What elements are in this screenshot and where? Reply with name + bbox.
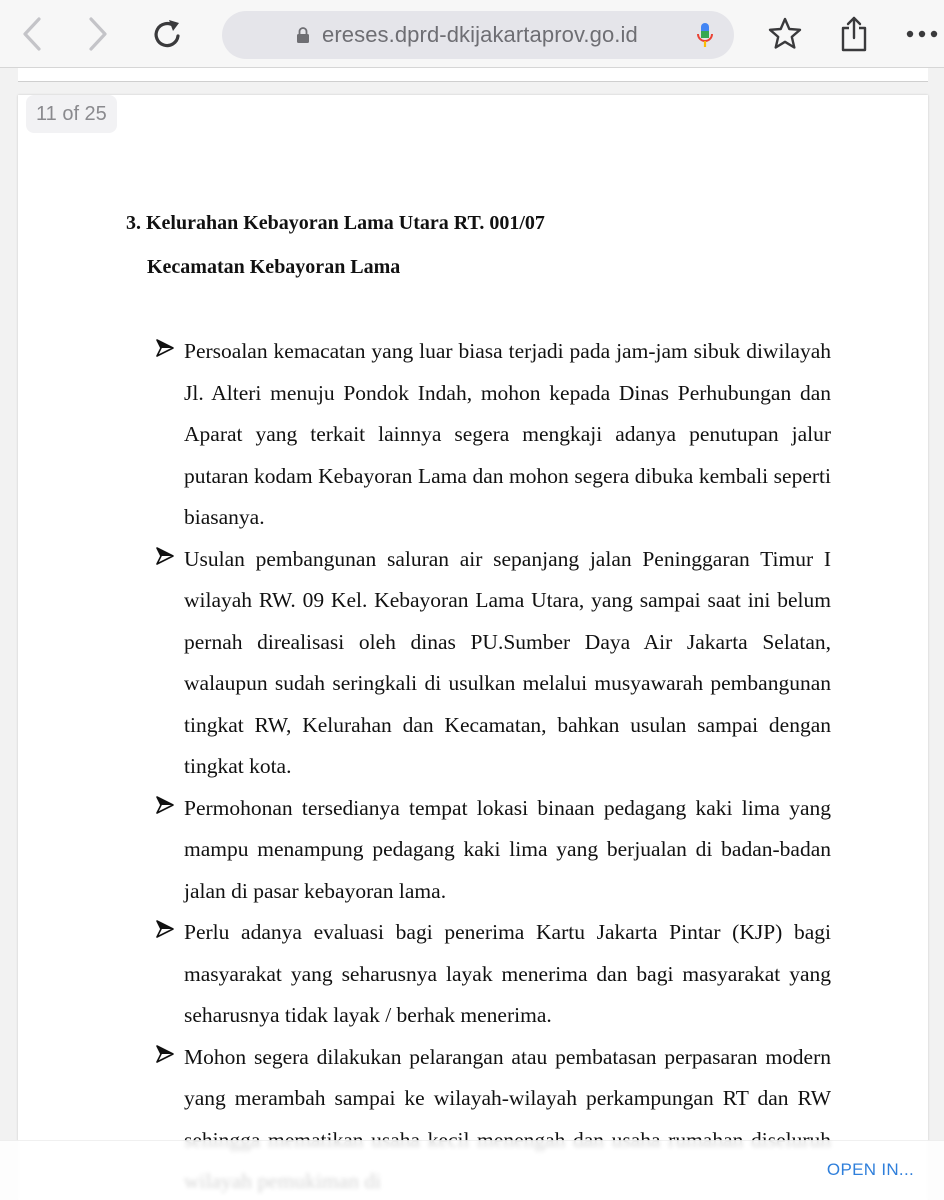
back-button[interactable] — [12, 14, 52, 54]
list-item-text: Usulan pembangunan saluran air sepanjang jalan Peninggaran Timur I wilayah RW. 09 Kel. Kebayoran Lama Utara, yang sampai saat ini belum pernah direalisasi oleh dinas PU.Sumber Daya Air Jakarta Selatan, walaupun sudah seringkali di usulkan melalui musyawarah pembangunan tingkat RW, Kelurahan dan Kecamatan, bahkan usulan sampai dengan tingkat kota. — [184, 546, 831, 778]
list-item-text: Perlu adanya evaluasi bagi penerima Kartu Jakarta Pintar (KJP) bagi masyarakat yang seharusnya layak menerima dan bagi masyarakat yang seharusnya tidak layak / berhak menerima. — [184, 920, 831, 1027]
address-bar[interactable] — [222, 11, 734, 59]
page-indicator: 11 of 25 — [26, 95, 117, 133]
reload-button[interactable] — [148, 14, 188, 54]
more-icon — [904, 29, 940, 39]
share-button[interactable] — [834, 14, 874, 54]
section-heading: 3. Kelurahan Kebayoran Lama Utara RT. 001/07 — [126, 212, 545, 234]
list-item-text: Permohonan tersedianya tempat lokasi binaan pedagang kaki lima yang mampu menampung pedagang kaki lima yang berjualan di badan-badan jalan di pasar kebayoran lama. — [184, 795, 831, 903]
list-item — [155, 912, 831, 1037]
lock-icon — [296, 26, 310, 49]
previous-page-edge — [18, 68, 928, 82]
share-icon — [839, 15, 869, 53]
list-item — [155, 788, 831, 913]
more-button[interactable] — [900, 14, 944, 54]
arrow-bullet-icon — [155, 546, 175, 566]
browser-toolbar — [0, 0, 944, 68]
arrow-bullet-icon — [155, 795, 175, 815]
bullet-list — [155, 331, 831, 1200]
list-item — [155, 331, 831, 539]
section-subheading: Kecamatan Kebayoran Lama — [147, 256, 401, 278]
microphone-icon[interactable] — [696, 22, 714, 55]
arrow-bullet-icon — [155, 1044, 175, 1064]
list-item — [155, 539, 831, 788]
bookmark-button[interactable] — [765, 14, 805, 54]
url-text: ereses.dprd-dkijakartaprov.go.id — [322, 22, 638, 47]
list-item-text: Persoalan kemacatan yang luar biasa terjadi pada jam-jam sibuk diwilayah Jl. Alteri menuju Pondok Indah, mohon kepada Dinas Perhubungan dan Aparat yang terkait lainnya segera mengkaji adanya penutupan jalur putaran kodam Kebayoran Lama dan mohon segera dibuka kembali seperti biasanya. — [184, 339, 831, 529]
list-item-text: Mohon segera dilakukan pelarangan atau pembatasan perpasaran modern yang merambah sampai ke wilayah-wilayah perkampungan RT dan RW — [184, 1044, 831, 1110]
arrow-bullet-icon — [155, 919, 175, 939]
arrow-bullet-icon — [155, 338, 175, 358]
forward-button[interactable] — [78, 14, 118, 54]
bottom-action-bar — [0, 1140, 944, 1200]
back-icon — [21, 16, 43, 52]
open-in-button[interactable]: OPEN IN... — [826, 1160, 914, 1179]
forward-icon — [87, 16, 109, 52]
reload-icon — [151, 17, 185, 51]
bookmark-star-icon — [767, 16, 803, 52]
